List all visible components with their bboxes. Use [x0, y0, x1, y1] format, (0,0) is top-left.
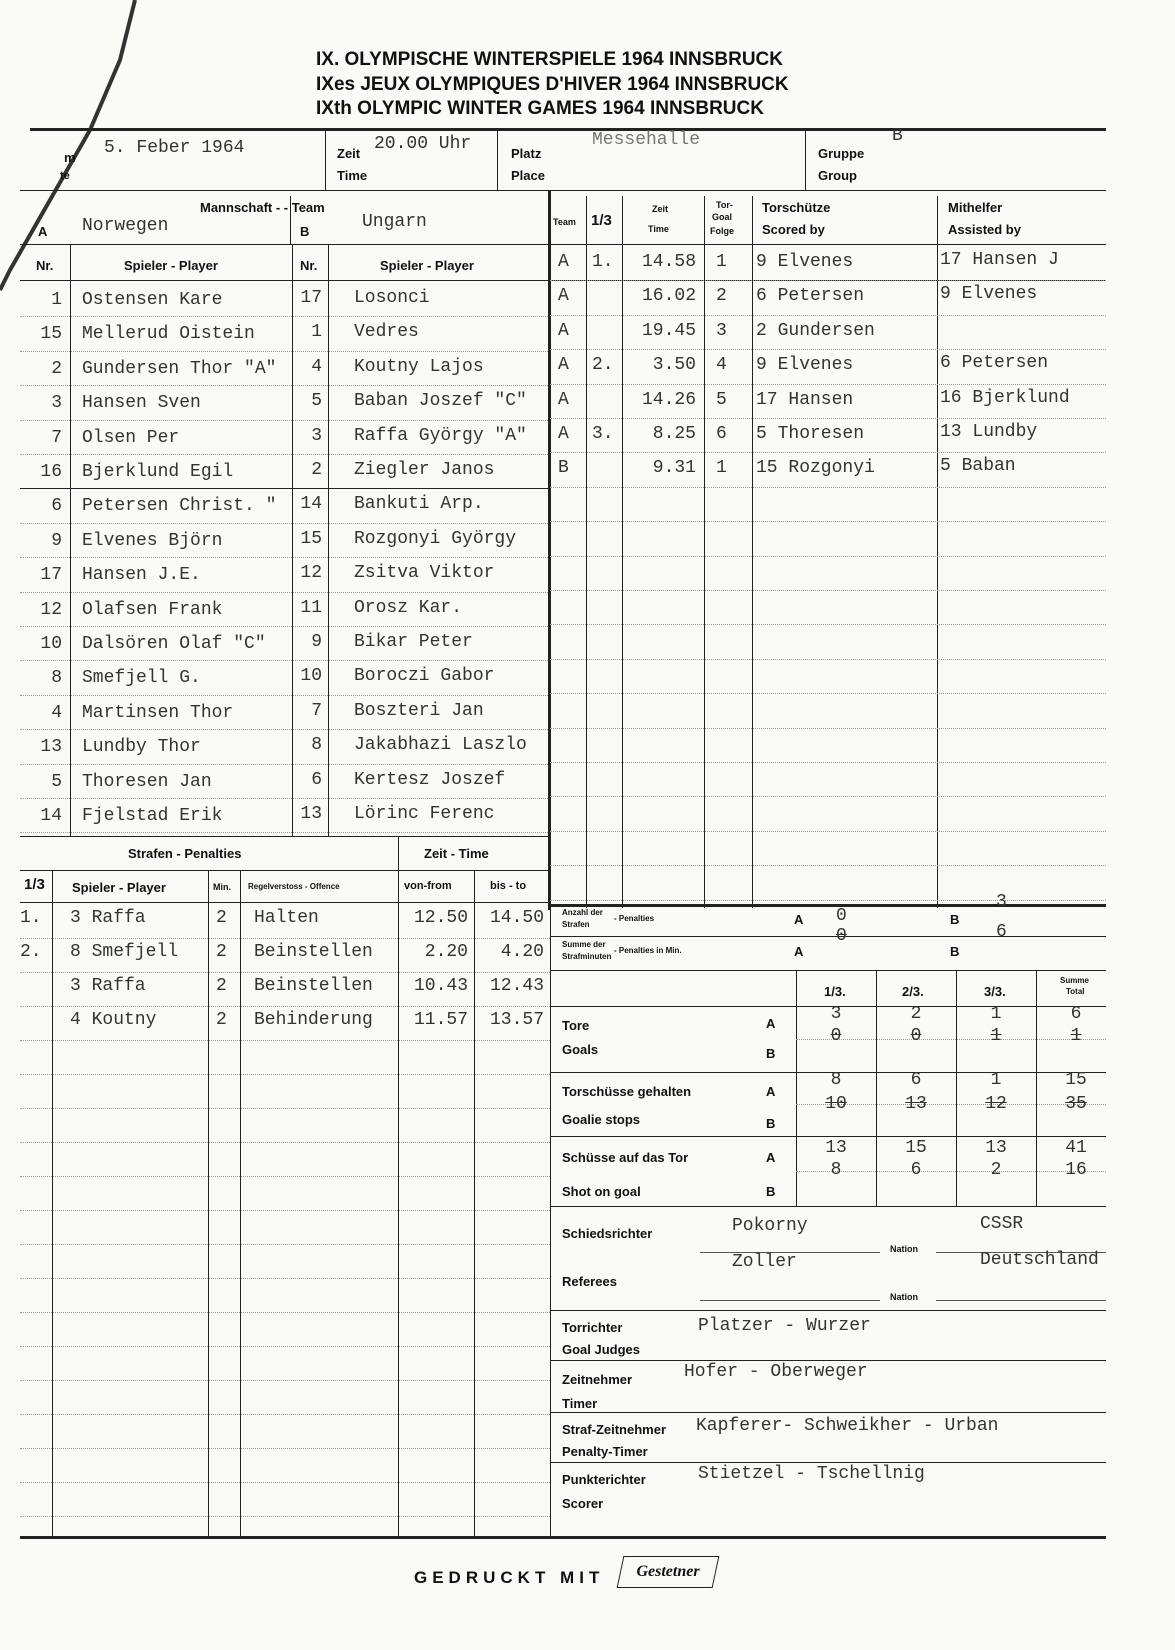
roster-a-player: Thoresen Jan [82, 771, 212, 792]
shots-a-letter: A [766, 1150, 776, 1165]
goals-row-divider [550, 487, 1106, 488]
roster-a-nr: 17 [40, 565, 62, 586]
roster-b-nr: 15 [300, 528, 322, 549]
goal-judges: Platzer - Wurzer [698, 1316, 871, 1336]
date-label: m [64, 150, 76, 165]
goal-sequence: 4 [716, 355, 727, 376]
penalty-row-divider [20, 1346, 550, 1347]
roster-a-player: Mellerud Oistein [82, 324, 255, 345]
penalty-to: 4.20 [500, 942, 544, 962]
pen-count-a-letter: A [794, 912, 804, 927]
goals-row-divider [550, 556, 1106, 557]
roster-b-player: Koutny Lajos [354, 356, 484, 377]
timers: Hofer - Oberweger [684, 1362, 868, 1382]
roster-row-divider [20, 798, 548, 799]
time-label: Zeit [337, 146, 361, 161]
goals-row-divider [550, 590, 1106, 591]
goal-judges-label-1: Torrichter [562, 1320, 623, 1335]
stat-stops-a: 6 [910, 1070, 922, 1090]
goal-scorer: 2 Gundersen [756, 320, 875, 341]
goal-time: 19.45 [641, 320, 696, 341]
roster-b-player-header: Spieler - Player [380, 258, 474, 273]
stat-goals-a: 6 [1070, 1004, 1082, 1024]
penalty-row-divider [20, 1244, 550, 1245]
roster-row-divider [20, 695, 548, 696]
game-time: 20.00 Uhr [374, 134, 472, 154]
penalty-row-divider [20, 1108, 550, 1109]
roster-b-player: Lörinc Ferenc [354, 804, 495, 824]
roster-a-player: Dalsören Olaf "C" [82, 634, 266, 654]
roster-row-divider [20, 592, 548, 593]
referee-2: Zoller [732, 1252, 797, 1272]
roster-b-nr: 2 [311, 460, 322, 480]
goal-team: A [558, 424, 569, 444]
referee-2-nation: Deutschland [980, 1250, 1099, 1270]
penalty-from: 2.20 [424, 942, 468, 962]
roster-row-divider [20, 316, 548, 317]
team-b-name: Ungarn [362, 212, 427, 232]
penalty-row-divider [20, 972, 550, 973]
pen-min-b-letter: B [950, 944, 960, 959]
roster-b-nr: 5 [311, 391, 322, 412]
roster-a-nr: 10 [40, 634, 62, 654]
sum-col-2: 2/3. [902, 984, 924, 999]
goals-row-divider [550, 831, 1106, 832]
scorers: Stietzel - Tschellnig [698, 1464, 925, 1484]
roster-a-nr: 9 [51, 530, 62, 551]
goals-time-header-2: Time [648, 224, 669, 234]
roster-b-player: Boszteri Jan [354, 700, 484, 721]
roster-a-player: Olafsen Frank [82, 599, 223, 620]
referees-label-1: Schiedsrichter [562, 1226, 653, 1241]
title-line-3: IXth OLYMPIC WINTER GAMES 1964 INNSBRUCK [316, 98, 764, 119]
roster-a-nr: 4 [51, 702, 62, 723]
roster-b-nr: 10 [300, 666, 322, 687]
penalties-period-header: 1/3 [24, 876, 45, 893]
referee-1-nation: CSSR [980, 1214, 1024, 1234]
goal-assist: 6 Petersen [940, 353, 1049, 374]
goals-row-divider [550, 280, 1106, 281]
goal-team: A [558, 389, 569, 410]
roster-a-player: Gundersen Thor "A" [82, 358, 277, 379]
roster-row-divider [20, 729, 548, 730]
penalty-timer-label-1: Straf-Zeitnehmer [562, 1422, 667, 1437]
goal-scorer: 6 Petersen [756, 286, 865, 307]
goal-sequence: 6 [716, 424, 727, 444]
referees-label-2: Referees [562, 1274, 617, 1289]
goal-period: 2. [592, 355, 614, 376]
pen-min-a: 0 [836, 926, 847, 946]
stat-shots-a: 41 [1065, 1138, 1087, 1158]
penalties-offence-header: Regelverstoss - Offence [248, 882, 340, 891]
stat-goals-b: 1 [990, 1026, 1002, 1046]
penalty-player: 3 Raffa [70, 908, 146, 928]
stat-shots-a: 15 [905, 1138, 927, 1158]
roster-row-divider [20, 832, 548, 833]
stat-stops-b: 12 [985, 1094, 1007, 1114]
goals-team-header: Team [553, 217, 576, 227]
goal-sequence: 2 [716, 286, 727, 307]
roster-row-divider [20, 454, 548, 455]
roster-b-player: Kertesz Joszef [354, 769, 506, 790]
penalty-offence: Beinstellen [254, 976, 373, 996]
goals-scored-header-2: Scored by [762, 222, 825, 237]
sum-col-total-2: Total [1066, 987, 1085, 996]
pen-min-label-3: - Penalties in Min. [614, 946, 682, 955]
roster-a-player: Bjerklund Egil [82, 462, 234, 482]
goals-row-divider [550, 796, 1106, 797]
roster-row-divider [20, 351, 548, 352]
goal-sequence: 5 [716, 389, 727, 410]
penalty-row-divider [20, 1380, 550, 1381]
roster-b-player: Raffa György "A" [354, 425, 527, 446]
penalty-to: 12.43 [489, 976, 544, 996]
goals-stat-label-1: Tore [562, 1018, 590, 1033]
goal-period: 1. [592, 252, 614, 272]
goal-team: A [558, 355, 569, 376]
goal-team: B [558, 458, 569, 479]
roster-a-nr: 7 [51, 427, 62, 448]
penalty-timer-label-2: Penalty-Timer [562, 1444, 648, 1459]
pen-count-a: 0 [836, 906, 847, 926]
stops-label-2: Goalie stops [562, 1112, 641, 1127]
roster-b-player: Baban Joszef "C" [354, 391, 527, 412]
roster-b-player: Rozgonyi György [354, 528, 517, 549]
penalty-row-divider [20, 1142, 550, 1143]
goals-row-divider [550, 624, 1106, 625]
roster-row-divider [20, 488, 548, 489]
penalties-player-header: Spieler - Player [72, 880, 166, 895]
roster-row-divider [20, 385, 548, 386]
shots-b-letter: B [766, 1184, 776, 1199]
pen-min-label-1: Summe der [562, 940, 606, 949]
roster-b-nr: 1 [311, 322, 322, 343]
penalty-row-divider [20, 1482, 550, 1483]
goals-stat-b-letter: B [766, 1046, 776, 1061]
roster-b-nr: 14 [300, 494, 322, 515]
nation-label-1: Nation [890, 1244, 918, 1254]
penalty-player: 4 Koutny [70, 1010, 157, 1030]
goal-scorer: 17 Hansen [756, 389, 854, 410]
roster-b-nr: 8 [311, 735, 322, 756]
roster-a-nr: 13 [40, 737, 62, 758]
roster-b-nr: 6 [311, 769, 322, 790]
goals-seq-header-3: Folge [710, 226, 734, 236]
penalty-period: 1. [20, 908, 42, 928]
pen-count-label-3: - Penalties [614, 914, 655, 923]
penalty-from: 11.57 [413, 1010, 468, 1030]
roster-b-nr: 3 [311, 425, 322, 446]
goal-time: 3.50 [652, 355, 696, 376]
goals-row-divider [550, 315, 1106, 316]
penalty-row-divider [20, 1312, 550, 1313]
roster-a-nr: 14 [40, 806, 62, 826]
roster-b-player: Ziegler Janos [354, 460, 495, 480]
roster-a-nr: 3 [51, 393, 62, 414]
stops-b-letter: B [766, 1116, 776, 1131]
penalties-to-header: bis - to [490, 880, 527, 892]
roster-a-nr: 8 [51, 668, 62, 689]
penalty-row-divider [20, 1210, 550, 1211]
penalty-row-divider [20, 1040, 550, 1041]
referee-1: Pokorny [732, 1216, 808, 1236]
goals-row-divider [550, 521, 1106, 522]
goals-seq-header-1: Tor- [716, 200, 733, 210]
goals-row-divider [550, 762, 1106, 763]
roster-b-nr-header: Nr. [300, 258, 318, 273]
roster-b-player: Boroczi Gabor [354, 666, 495, 687]
penalties-from-header: von-from [404, 880, 452, 892]
stat-goals-b: 0 [910, 1026, 922, 1046]
roster-row-divider [20, 660, 548, 661]
goal-assist: 13 Lundby [940, 422, 1038, 442]
goal-time: 16.02 [641, 286, 696, 307]
goals-row-divider [550, 693, 1106, 694]
penalty-from: 10.43 [413, 976, 468, 996]
goals-row-divider [550, 418, 1106, 419]
roster-b-player: Losonci [354, 288, 430, 308]
game-place: Messehalle [592, 130, 701, 150]
timer-label-2: Timer [562, 1396, 598, 1411]
stat-stops-b: 35 [1065, 1094, 1087, 1114]
roster-a-player: Lundby Thor [82, 737, 201, 758]
goals-row-divider [550, 900, 1106, 901]
penalty-from: 12.50 [413, 908, 468, 928]
penalty-row-divider [20, 1074, 550, 1075]
goals-assist-header-2: Assisted by [948, 222, 1021, 237]
pen-min-label-2: Strafminuten [562, 952, 612, 961]
roster-b-nr: 12 [300, 563, 322, 584]
penalty-period: 2. [20, 942, 42, 962]
roster-b-nr: 11 [300, 597, 322, 618]
time-label-en: Time [337, 168, 368, 183]
goal-team: A [558, 286, 569, 307]
sum-col-3: 3/3. [984, 984, 1006, 999]
roster-b-player: Vedres [354, 322, 419, 343]
scorer-label-1: Punkterichter [562, 1472, 646, 1487]
game-date: 5. Feber 1964 [104, 138, 245, 158]
roster-a-nr: 5 [51, 771, 62, 792]
penalty-offence: Halten [254, 908, 319, 928]
place-label: Platz [511, 146, 542, 161]
roster-a-nr: 1 [51, 290, 62, 310]
goal-period: 3. [592, 424, 614, 444]
roster-b-player: Jakabhazi Laszlo [354, 735, 527, 756]
place-label-en: Place [511, 168, 545, 183]
goal-judges-label-2: Goal Judges [562, 1342, 641, 1357]
gestetner-logo [617, 1556, 720, 1588]
penalty-to: 13.57 [489, 1010, 544, 1030]
stat-shots-a: 13 [985, 1138, 1007, 1158]
penalty-offence: Behinderung [254, 1010, 373, 1030]
stat-goals-b: 0 [830, 1026, 842, 1046]
roster-a-nr: 16 [40, 462, 62, 482]
title-line-2: IXes JEUX OLYMPIQUES D'HIVER 1964 INNSBRUCK [316, 74, 789, 95]
roster-a-nr: 6 [51, 496, 62, 517]
roster-b-player: Bankuti Arp. [354, 494, 484, 515]
goals-seq-header-2: Goal [712, 212, 733, 222]
team-label: Mannschaft - - Team [200, 200, 325, 215]
roster-b-player: Orosz Kar. [354, 597, 463, 618]
date-label-en: te [60, 170, 70, 182]
scorer-label-2: Scorer [562, 1496, 604, 1511]
title-line-1: IX. OLYMPISCHE WINTERSPIELE 1964 INNSBRUCK [316, 49, 784, 70]
stat-shots-b: 2 [990, 1160, 1002, 1180]
roster-a-nr-header: Nr. [36, 258, 54, 273]
pen-count-label-1: Anzahl der [562, 908, 603, 917]
goal-assist: 17 Hansen J [940, 250, 1059, 270]
goal-scorer: 9 Elvenes [756, 355, 854, 376]
roster-a-player: Olsen Per [82, 427, 180, 448]
penalty-offence: Beinstellen [254, 942, 373, 962]
roster-row-divider [20, 626, 548, 627]
game-group: B [892, 126, 903, 146]
roster-row-divider [20, 523, 548, 524]
roster-a-player: Fjelstad Erik [82, 806, 223, 826]
roster-a-player: Martinsen Thor [82, 702, 234, 723]
penalty-timers: Kapferer- Schweikher - Urban [696, 1416, 999, 1436]
roster-a-player: Ostensen Kare [82, 290, 223, 310]
penalty-minutes: 2 [216, 1010, 227, 1030]
group-label: Gruppe [818, 146, 865, 161]
roster-b-player: Zsitva Viktor [354, 563, 495, 584]
roster-b-nr: 13 [300, 804, 322, 824]
pen-count-b: 3 [996, 892, 1007, 912]
roster-a-player: Petersen Christ. " [82, 496, 277, 517]
goals-row-divider [550, 728, 1106, 729]
timer-label-1: Zeitnehmer [562, 1372, 633, 1387]
goal-scorer: 9 Elvenes [756, 252, 854, 272]
roster-a-player: Elvenes Björn [82, 530, 223, 551]
penalty-row-divider [20, 938, 550, 939]
stops-a-letter: A [766, 1084, 776, 1099]
sum-col-1: 1/3. [824, 984, 846, 999]
penalties-min-header: Min. [213, 882, 231, 892]
sum-col-total-1: Summe [1060, 976, 1089, 985]
roster-b-nr: 7 [311, 700, 322, 721]
goal-time: 14.58 [641, 252, 696, 272]
goals-row-divider [550, 384, 1106, 385]
goals-row-divider [550, 349, 1106, 350]
goal-time: 14.26 [641, 389, 696, 410]
roster-a-player-header: Spieler - Player [124, 258, 218, 273]
goals-row-divider [550, 865, 1106, 866]
penalty-row-divider [20, 1516, 550, 1517]
pen-min-a-letter: A [794, 944, 804, 959]
roster-b-nr: 17 [300, 288, 322, 308]
stat-goals-b: 1 [1070, 1026, 1082, 1046]
goals-scored-header-1: Torschütze [762, 200, 831, 215]
penalty-row-divider [20, 1414, 550, 1415]
goal-assist: 16 Bjerklund [940, 387, 1070, 408]
penalty-player: 3 Raffa [70, 976, 146, 996]
goals-row-divider [550, 659, 1106, 660]
stat-goals-a: 3 [830, 1004, 842, 1024]
gestetner-brand: Gestetner [636, 1563, 700, 1580]
stat-shots-b: 16 [1065, 1160, 1087, 1180]
nation-label-2: Nation [890, 1292, 918, 1302]
group-label-en: Group [818, 168, 857, 183]
goals-stat-label-2: Goals [562, 1042, 599, 1057]
roster-a-nr: 2 [51, 358, 62, 379]
goal-scorer: 5 Thoresen [756, 424, 865, 444]
penalties-time-title: Zeit - Time [424, 846, 489, 861]
stat-shots-b: 6 [910, 1160, 922, 1180]
penalty-minutes: 2 [216, 908, 227, 928]
team-a-name: Norwegen [82, 216, 169, 236]
penalty-minutes: 2 [216, 942, 227, 962]
goal-time: 8.25 [652, 424, 696, 444]
stat-goals-a: 1 [990, 1004, 1002, 1024]
goal-sequence: 1 [716, 252, 727, 272]
roster-row-divider [20, 557, 548, 558]
penalty-row-divider [20, 1448, 550, 1449]
goals-assist-header-1: Mithelfer [948, 200, 1003, 215]
penalty-row-divider [20, 1006, 550, 1007]
goals-time-header-1: Zeit [652, 204, 669, 214]
goals-period-header: 1/3 [591, 212, 612, 229]
roster-b-nr: 9 [311, 632, 322, 652]
roster-a-player: Hansen Sven [82, 393, 201, 414]
penalties-title: Strafen - Penalties [128, 846, 242, 861]
goal-team: A [558, 252, 569, 272]
roster-row-divider [20, 764, 548, 765]
penalty-to: 14.50 [489, 908, 544, 928]
roster-a-player: Smefjell G. [82, 668, 201, 689]
stat-stops-a: 8 [830, 1070, 842, 1090]
roster-b-nr: 4 [311, 356, 322, 377]
roster-a-nr: 15 [40, 324, 62, 345]
penalty-row-divider [20, 1176, 550, 1177]
goal-time: 9.31 [652, 458, 696, 479]
shots-label-2: Shot on goal [562, 1184, 641, 1199]
printed-label: GEDRUCKT MIT [414, 1568, 605, 1587]
stat-stops-a: 15 [1065, 1070, 1087, 1090]
penalty-player: 8 Smefjell [70, 942, 179, 962]
goal-scorer: 15 Rozgonyi [756, 458, 875, 479]
pen-count-b-letter: B [950, 912, 960, 927]
shots-label-1: Schüsse auf das Tor [562, 1150, 689, 1165]
stat-shots-b: 8 [830, 1160, 842, 1180]
stat-goals-a: 2 [910, 1004, 922, 1024]
team-b-letter: B [300, 224, 310, 239]
penalty-row-divider [20, 1278, 550, 1279]
stat-shots-a: 13 [825, 1138, 847, 1158]
roster-a-player: Hansen J.E. [82, 565, 201, 586]
goal-assist: 5 Baban [940, 456, 1016, 477]
stat-stops-b: 10 [825, 1094, 847, 1114]
pen-count-label-2: Strafen [562, 920, 590, 929]
roster-a-nr: 12 [40, 599, 62, 620]
stat-stops-a: 1 [990, 1070, 1002, 1090]
goals-row-divider [550, 452, 1106, 453]
roster-row-divider [20, 420, 548, 421]
roster-b-player: Bikar Peter [354, 632, 473, 652]
goal-sequence: 3 [716, 320, 727, 341]
goal-assist: 9 Elvenes [940, 284, 1038, 305]
stops-label-1: Torschüsse gehalten [562, 1084, 692, 1099]
pen-min-b: 6 [996, 922, 1007, 942]
goal-team: A [558, 320, 569, 341]
team-a-letter: A [38, 224, 48, 239]
goals-stat-a-letter: A [766, 1016, 776, 1031]
goal-sequence: 1 [716, 458, 727, 479]
stat-stops-b: 13 [905, 1094, 927, 1114]
penalty-minutes: 2 [216, 976, 227, 996]
